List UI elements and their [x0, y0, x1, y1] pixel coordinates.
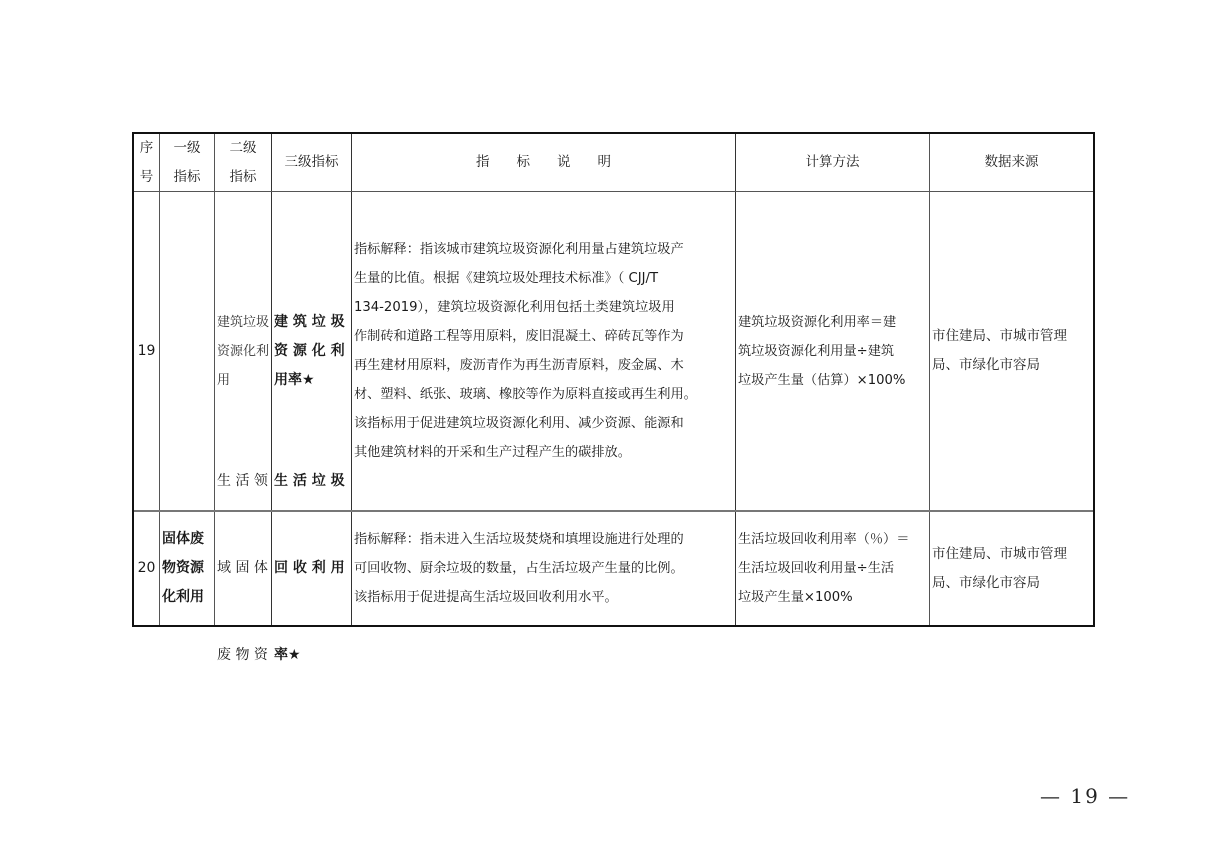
row19-seq — [134, 192, 159, 510]
row19-description-line: 作制砖和道路工程等用原料，废旧混凝土、碎砖瓦等作为 — [354, 329, 684, 344]
row20-seq-value: 20 — [137, 560, 156, 576]
row19-description — [352, 192, 735, 510]
row19-description-line: 该指标用于促进建筑垃圾资源化利用、减少资源、能源和 — [354, 416, 684, 431]
row20-seq — [134, 512, 159, 625]
row19-source-line: 局、市绿化市容局 — [932, 357, 1040, 373]
header-level1-line1: 一级 — [173, 139, 201, 156]
row19-description-line: 再生建材用原料，废沥青作为再生沥青原料，废金属、木 — [354, 358, 684, 373]
row20-description-line: 可回收物、厨余垃圾的数量，占生活垃圾产生量的比例。 — [354, 561, 684, 576]
header-source-label: 数据来源 — [984, 154, 1039, 170]
row19-description-line: 其他建筑材料的开采和生产过程产生的碳排放。 — [354, 445, 631, 460]
row19-calculation — [736, 192, 929, 510]
row20-level2-line: 生 活 领 — [217, 473, 268, 489]
indicator-table — [132, 132, 1095, 663]
row19-calculation-line: 垃圾产生量（估算）×100% — [738, 372, 906, 388]
header-level3-label: 三级指标 — [284, 154, 339, 170]
row20-level1-line: 固体废 — [162, 531, 204, 547]
row19-description-line: 指标解释：指该城市建筑垃圾资源化利用量占建筑垃圾产 — [354, 242, 684, 257]
header-seq — [134, 134, 159, 191]
header-description — [352, 134, 735, 191]
header-level1 — [160, 134, 214, 191]
row20-level1-line: 物资源 — [162, 560, 204, 576]
row19-description-line: 生量的比值。根据《建筑垃圾处理技术标准》（ CJJ/T — [354, 271, 659, 286]
row20-level3-line: 率★ — [274, 647, 301, 663]
row20-level2-line: 废 物 资 — [217, 647, 268, 663]
row20-level2 — [215, 473, 271, 663]
row20-level2-line: 域 固 体 — [217, 560, 268, 576]
row20-level3-line: 生 活 垃 圾 — [274, 473, 345, 489]
row20-calculation — [736, 512, 929, 625]
row19-level2-line: 用 — [217, 372, 231, 388]
row20-calculation-line: 生活垃圾回收利用量÷生活 — [738, 561, 895, 576]
row20-description-line: 指标解释：指未进入生活垃圾焚烧和填埋设施进行处理的 — [354, 532, 684, 547]
row20-level3-line: 回 收 利 用 — [274, 560, 345, 576]
header-level3 — [272, 134, 351, 191]
row19-description-line: 134-2019），建筑垃圾资源化利用包括土类建筑垃圾用 — [354, 300, 675, 315]
header-description-label: 指 标 说 明 — [476, 154, 611, 170]
header-source — [930, 134, 1093, 191]
row19-level3-line: 用率★ — [274, 371, 315, 388]
row20-description — [352, 512, 735, 625]
row20-source-line: 市住建局、市城市管理 — [932, 545, 1067, 562]
row19-calculation-line: 筑垃圾资源化利用量÷建筑 — [738, 343, 895, 359]
header-level2-line2: 指标 — [229, 168, 257, 185]
header-seq-line1: 序 — [139, 139, 154, 156]
row19-level3-line: 建 筑 垃 圾 — [274, 313, 345, 330]
row20-description-line: 该指标用于促进提高生活垃圾回收利用水平。 — [354, 590, 618, 605]
header-seq-line2: 号 — [139, 168, 154, 185]
row20-calculation-line: 生活垃圾回收利用率（％）＝ — [738, 532, 910, 547]
row19-calculation-line: 建筑垃圾资源化利用率＝建 — [738, 314, 897, 330]
row19-seq-value: 19 — [137, 342, 156, 359]
row20-calculation-line: 垃圾产生量×100% — [738, 590, 853, 605]
row19-level2-line: 建筑垃圾 — [217, 314, 270, 330]
row20-level1 — [160, 512, 214, 625]
row20-level1-line: 化利用 — [162, 589, 204, 605]
row19-level3-line: 资 源 化 利 — [274, 342, 345, 359]
header-calculation — [736, 134, 929, 191]
page-number: — 19 — — [1040, 784, 1131, 808]
header-level2-line1: 二级 — [229, 139, 257, 156]
header-level2 — [215, 134, 271, 191]
row19-source-line: 市住建局、市城市管理 — [932, 328, 1067, 344]
row20-source — [930, 512, 1093, 625]
row19-source — [930, 192, 1093, 510]
header-calculation-label: 计算方法 — [805, 154, 860, 170]
header-level1-line2: 指标 — [173, 168, 201, 185]
row19-level1 — [160, 192, 214, 510]
row20-source-line: 局、市绿化市容局 — [932, 574, 1040, 591]
row20-level3 — [272, 473, 351, 663]
row19-description-line: 材、塑料、纸张、玻璃、橡胶等作为原料直接或再生利用。 — [354, 387, 697, 402]
row19-level2-line: 资源化利 — [217, 343, 270, 359]
